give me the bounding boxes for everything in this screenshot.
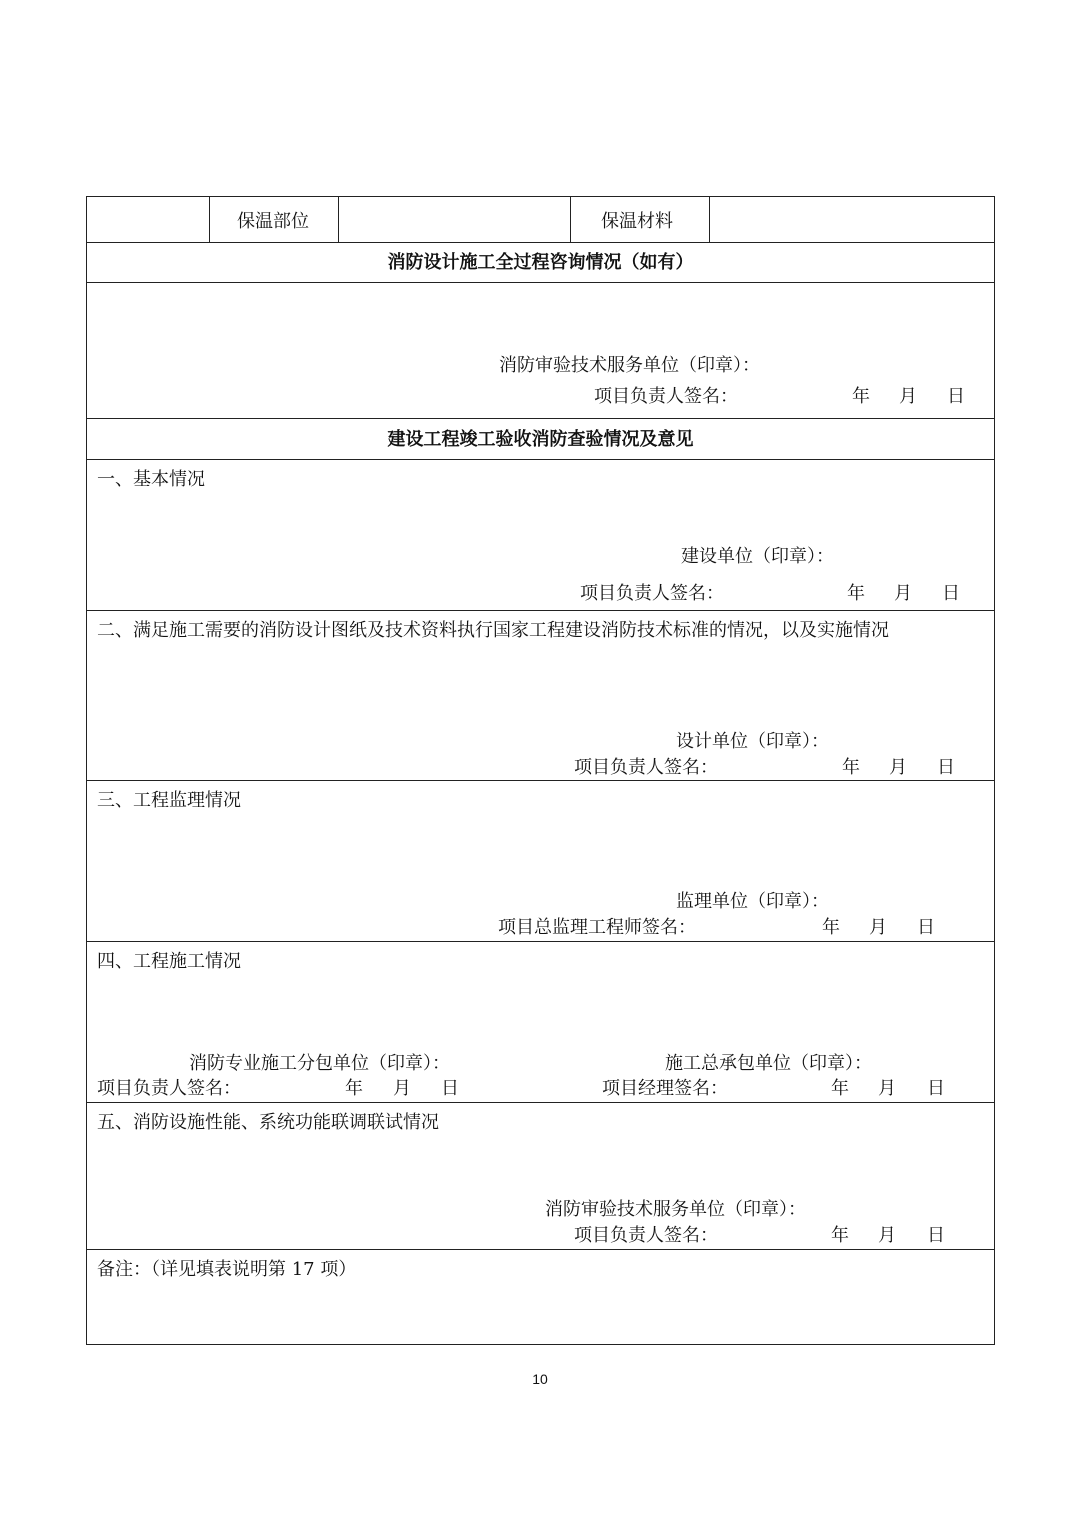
section2-day: 日 xyxy=(937,757,955,778)
remarks-label: 备注：（详见填表说明第 17 项） xyxy=(97,1259,357,1280)
section3-sign-label: 项目总监理工程师签名： xyxy=(498,917,696,938)
consult-year: 年 xyxy=(852,386,870,407)
section2-title: 二、满足施工需要的消防设计图纸及技术资料执行国家工程建设消防技术标准的情况，以及实施情况 xyxy=(97,620,889,641)
section2-unit-label: 设计单位（印章）： xyxy=(676,731,829,752)
section1-month: 月 xyxy=(894,583,912,604)
acceptance-form-table xyxy=(86,196,995,1345)
section5-unit-label: 消防审验技术服务单位（印章）： xyxy=(545,1199,806,1220)
section1-title: 一、基本情况 xyxy=(97,469,205,490)
section4-sub-month: 月 xyxy=(393,1078,411,1099)
section3-unit-label: 监理单位（印章）： xyxy=(676,891,829,912)
section2-row xyxy=(87,611,994,781)
consult-unit-label: 消防审验技术服务单位（印章）： xyxy=(499,355,760,376)
divider xyxy=(338,197,339,242)
section3-row xyxy=(87,781,994,942)
insulation-part-label: 保温部位 xyxy=(237,211,309,232)
section4-sub-year: 年 xyxy=(345,1078,363,1099)
section5-month: 月 xyxy=(878,1225,896,1246)
insulation-material-label: 保温材料 xyxy=(601,211,673,232)
consult-heading: 消防设计施工全过程咨询情况（如有） xyxy=(387,252,694,273)
consult-day: 日 xyxy=(947,386,965,407)
consult-body-row xyxy=(87,283,994,419)
section4-title: 四、工程施工情况 xyxy=(97,951,241,972)
section3-day: 日 xyxy=(917,917,935,938)
divider xyxy=(570,197,571,242)
section3-month: 月 xyxy=(869,917,887,938)
section4-main-unit-label: 施工总承包单位（印章）： xyxy=(665,1053,872,1074)
page-number: 10 xyxy=(532,1371,548,1387)
divider xyxy=(209,197,210,242)
section1-row xyxy=(87,460,994,611)
section4-sub-day: 日 xyxy=(441,1078,459,1099)
section2-year: 年 xyxy=(842,757,860,778)
section1-day: 日 xyxy=(942,583,960,604)
section2-sign-label: 项目负责人签名： xyxy=(574,757,718,778)
section4-main-sign-label: 项目经理签名： xyxy=(602,1078,728,1099)
acceptance-heading-row xyxy=(87,419,994,460)
section5-sign-label: 项目负责人签名： xyxy=(574,1225,718,1246)
divider xyxy=(709,197,710,242)
acceptance-heading: 建设工程竣工验收消防查验情况及意见 xyxy=(387,429,694,450)
section5-day: 日 xyxy=(927,1225,945,1246)
section1-sign-label: 项目负责人签名： xyxy=(580,583,724,604)
section1-year: 年 xyxy=(847,583,865,604)
consult-month: 月 xyxy=(899,386,917,407)
remarks-row xyxy=(87,1250,994,1344)
section1-unit-label: 建设单位（印章）： xyxy=(681,546,834,567)
section4-row xyxy=(87,942,994,1103)
insulation-row xyxy=(87,197,994,243)
section5-title: 五、消防设施性能、系统功能联调联试情况 xyxy=(97,1112,439,1133)
section4-main-month: 月 xyxy=(878,1078,896,1099)
section3-year: 年 xyxy=(822,917,840,938)
consult-sign-label: 项目负责人签名： xyxy=(594,386,738,407)
section5-row xyxy=(87,1103,994,1250)
section4-main-day: 日 xyxy=(927,1078,945,1099)
section4-sub-unit-label: 消防专业施工分包单位（印章）： xyxy=(189,1053,450,1074)
section5-year: 年 xyxy=(831,1225,849,1246)
consult-heading-row xyxy=(87,243,994,283)
section4-sub-sign-label: 项目负责人签名： xyxy=(97,1078,241,1099)
section4-main-year: 年 xyxy=(831,1078,849,1099)
section3-title: 三、工程监理情况 xyxy=(97,790,241,811)
section2-month: 月 xyxy=(889,757,907,778)
